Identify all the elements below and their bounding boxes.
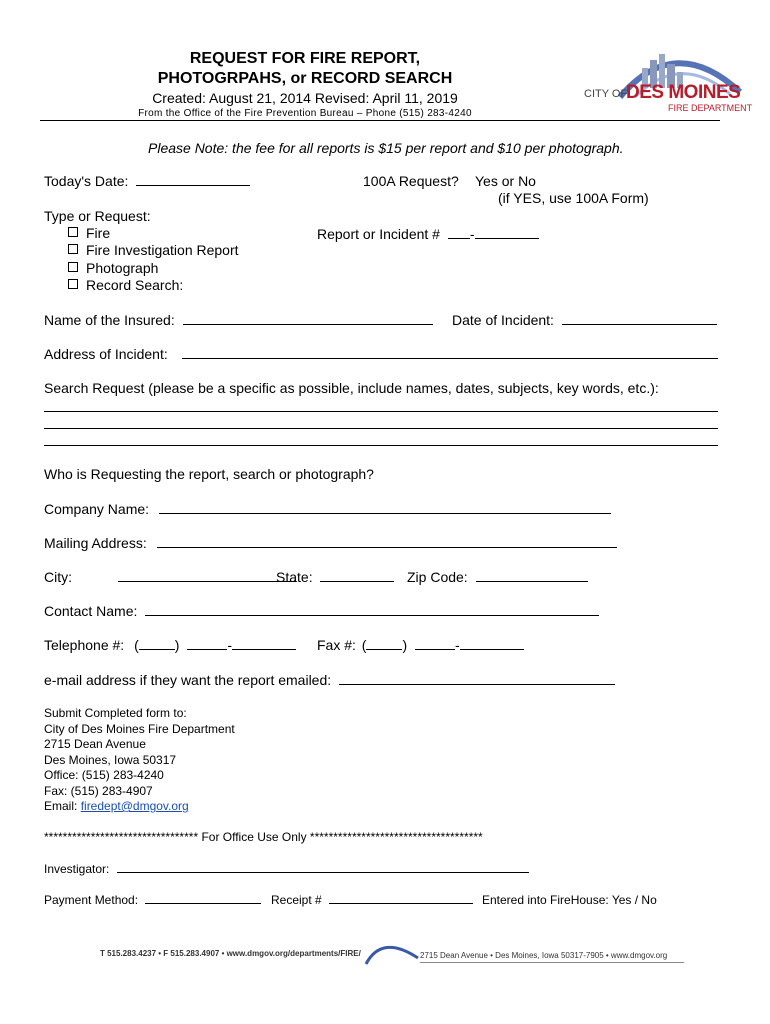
submit-office: Office: (515) 283-4240	[44, 768, 164, 782]
mailing-address-label: Mailing Address:	[44, 535, 147, 551]
who-requesting-label: Who is Requesting the report, search or photograph?	[44, 466, 374, 482]
type-option-label: Fire Investigation Report	[86, 242, 239, 258]
telephone-area-line[interactable]	[139, 637, 175, 650]
footer-left: T 515.283.4237 • F 515.283.4907 • www.dmgov.org/departments/FIRE/	[100, 949, 361, 958]
report-incident-line-1[interactable]	[448, 226, 470, 239]
title-line-1: REQUEST FOR FIRE REPORT,	[189, 50, 421, 67]
receipt-field[interactable]	[271, 893, 473, 907]
payment-field[interactable]	[44, 893, 261, 907]
header-rule	[40, 120, 720, 121]
search-request-line-1[interactable]	[44, 411, 718, 412]
state-label: State:	[276, 569, 313, 585]
company-name-line[interactable]	[159, 501, 611, 514]
footer-swoosh-icon	[362, 940, 422, 966]
state-field[interactable]	[276, 569, 394, 585]
submit-street: 2715 Dean Avenue	[44, 737, 146, 751]
mailing-address-line[interactable]	[157, 535, 617, 548]
name-insured-field[interactable]	[44, 312, 433, 328]
report-incident-line-2[interactable]	[475, 226, 539, 239]
checkbox[interactable]	[68, 227, 78, 237]
telephone-field[interactable]: Telephone #: ( ) -	[44, 637, 296, 653]
address-incident-label: Address of Incident:	[44, 346, 168, 362]
submit-org: City of Des Moines Fire Department	[44, 721, 235, 736]
revision-dates: Created: August 21, 2014 Revised: April 11, 2019	[152, 90, 458, 106]
todays-date-line[interactable]	[136, 173, 250, 186]
footer-right: 2715 Dean Avenue • Des Moines, Iowa 50317-7905 • www.dmgov.org	[420, 951, 668, 960]
type-option-photograph[interactable]	[68, 260, 158, 276]
search-request-line-2[interactable]	[44, 428, 718, 429]
address-incident-field[interactable]	[44, 346, 718, 362]
logo-city: CITY OF	[584, 88, 628, 100]
date-incident-field[interactable]	[452, 312, 717, 328]
date-incident-line[interactable]	[562, 312, 717, 325]
submit-block	[44, 706, 235, 815]
type-option-fire[interactable]	[68, 225, 110, 241]
title-line-2: PHOTOGRPAHS, or RECORD SEARCH	[157, 70, 453, 87]
date-incident-label: Date of Incident:	[452, 312, 554, 328]
city-line[interactable]	[118, 569, 296, 582]
todays-date-label: Today's Date:	[44, 173, 129, 189]
email-label: e-mail address if they want the report emailed:	[44, 672, 332, 688]
submit-fax: Fax: (515) 283-4907	[44, 783, 153, 798]
logo-dept: FIRE DEPARTMENT	[668, 103, 753, 113]
payment-label: Payment Method:	[44, 893, 139, 907]
zip-label: Zip Code:	[407, 569, 468, 585]
type-option-label: Fire	[86, 225, 111, 241]
type-option-label: Photograph	[86, 260, 159, 276]
fax-field[interactable]: Fax #: ( ) -	[317, 637, 524, 653]
submit-email-link[interactable]: firedept@dmgov.org	[80, 799, 189, 813]
fax-number-line[interactable]	[460, 637, 524, 650]
des-moines-logo	[580, 42, 753, 114]
office-use-banner: ********************************* For Office Use Only *************************************	[44, 830, 483, 844]
report-incident-label: Report or Incident #	[317, 226, 440, 242]
investigator-field[interactable]	[44, 862, 529, 876]
checkbox[interactable]	[68, 262, 78, 272]
footer	[100, 940, 690, 966]
mailing-address-field[interactable]	[44, 535, 617, 551]
checkbox[interactable]	[68, 244, 78, 254]
investigator-label: Investigator:	[44, 862, 110, 876]
investigator-line[interactable]	[117, 862, 529, 873]
receipt-line[interactable]	[329, 893, 473, 904]
company-name-field[interactable]	[44, 501, 611, 517]
yes-no-choice[interactable]: Yes or No	[475, 173, 536, 189]
telephone-number-line[interactable]	[232, 637, 296, 650]
name-insured-line[interactable]	[183, 312, 433, 325]
zip-field[interactable]	[407, 569, 588, 585]
search-request-line-3[interactable]	[44, 445, 718, 446]
submit-email-prefix: Email:	[44, 799, 78, 813]
telephone-label: Telephone #:	[44, 637, 125, 653]
email-field[interactable]	[44, 672, 615, 688]
zip-line[interactable]	[476, 569, 588, 582]
telephone-prefix-line[interactable]	[187, 637, 227, 650]
contact-name-line[interactable]	[145, 603, 599, 616]
type-option-investigation[interactable]	[68, 242, 239, 258]
state-line[interactable]	[320, 569, 394, 582]
fax-label: Fax #:	[317, 637, 356, 653]
type-option-label: Record Search:	[86, 277, 184, 293]
contact-name-label: Contact Name:	[44, 603, 138, 619]
search-request-label: Search Request (please be a specific as possible, include names, dates, subjects, key words, etc.):	[44, 380, 659, 396]
payment-line[interactable]	[145, 893, 261, 904]
fax-area-line[interactable]	[366, 637, 402, 650]
city-field[interactable]	[44, 569, 296, 585]
firehouse-entry[interactable]: Entered into FireHouse: Yes / No	[482, 893, 657, 907]
address-incident-line[interactable]	[182, 346, 718, 359]
submit-citystate: Des Moines, Iowa 50317	[44, 752, 177, 767]
checkbox[interactable]	[68, 279, 78, 289]
office-line: From the Office of the Fire Prevention Bureau – Phone (515) 283-4240	[138, 108, 472, 119]
footer-rule	[420, 962, 684, 963]
if-yes-note: (if YES, use 100A Form)	[498, 190, 649, 206]
request-100a-label: 100A Request?	[363, 173, 459, 189]
receipt-label: Receipt #	[271, 893, 322, 907]
fee-note: Please Note: the fee for all reports is $15 per report and $10 per photograph.	[148, 140, 624, 156]
submit-heading: Submit Completed form to:	[44, 706, 187, 720]
email-line[interactable]	[339, 672, 615, 685]
type-option-record-search[interactable]	[68, 277, 183, 293]
company-name-label: Company Name:	[44, 501, 150, 517]
name-insured-label: Name of the Insured:	[44, 312, 175, 328]
type-of-request-label: Type or Request:	[44, 208, 151, 224]
city-label: City:	[44, 569, 72, 585]
contact-name-field[interactable]	[44, 603, 599, 619]
report-incident-field[interactable]: Report or Incident # -	[317, 226, 539, 242]
logo-name: DES MOINES	[626, 82, 741, 103]
todays-date-field[interactable]	[44, 173, 250, 189]
fax-prefix-line[interactable]	[415, 637, 455, 650]
